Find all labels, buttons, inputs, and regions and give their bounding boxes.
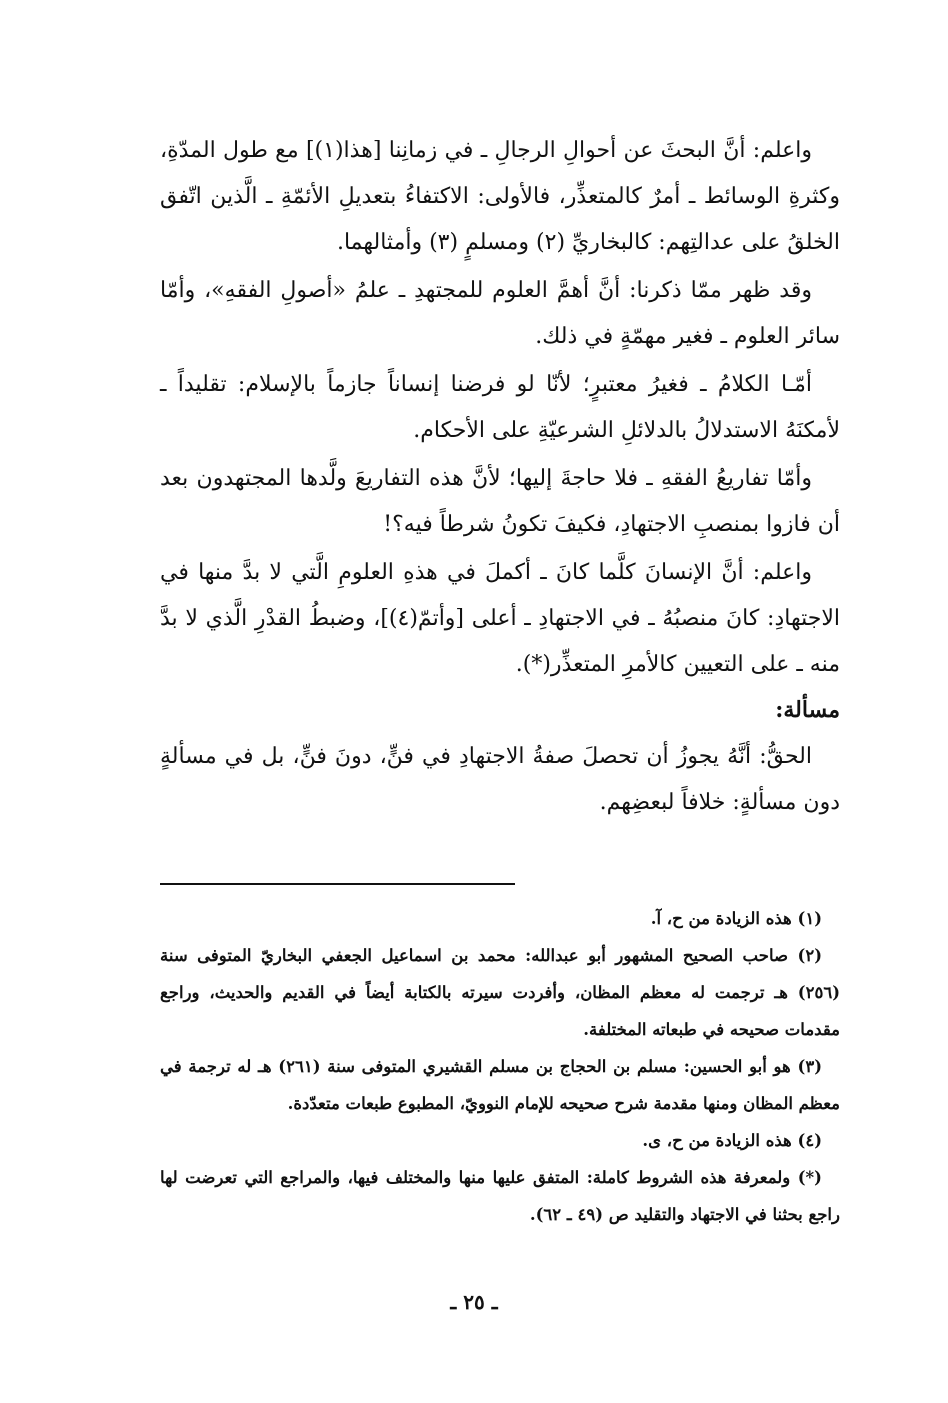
paragraph-1: واعلم: أنَّ البحثَ عن أحوالِ الرجالِ ـ في زمانِنا [هذا(١)] مع طول المدّةِ، وكثرةِ الوسائط ـ أمرٌ كالمتعذِّر، فالأولى: الاكتفاءُ بتعديلِ الأئمّةِ ـ الَّذين اتّفق الخلقُ على عدالتِهم: كالبخاريِّ (٢) ومسلمٍ (٣) وأمثالهما. (160, 138, 840, 255)
paragraph-5: واعلم: أنَّ الإنسانَ كلَّما كانَ ـ أكملَ في هذهِ العلومِ الَّتي لا بدَّ منها في الاجتهادِ: كانَ منصبُهُ ـ في الاجتهادِ ـ أعلى [وأتمّ(٤)]، وضبطُ القدْرِ الَّذي لا بدَّ منه ـ على التعيين كالأمرِ المتعذِّر(*). (160, 560, 840, 677)
paragraph-4: وأمّا تفاريعُ الفقهِ ـ فلا حاجةَ إليها؛ لأنَّ هذه التفاريعَ ولَّدها المجتهدون بعد أن فازوا بمنصبِ الاجتهادِ، فكيفَ تكونُ شرطاً فيه؟! (160, 466, 840, 537)
main-text (160, 128, 840, 828)
footnote-5: (*) ولمعرفة هذه الشروط كاملة: المتفق عليها منها والمختلف فيها، والمراجع التي تعرضت لها راجع بحثنا في الاجتهاد والتقليد ص (٤٩ ـ ٦٢). (160, 1168, 840, 1224)
footnote-1: (١) هذه الزيادة من ح، آ. (650, 909, 822, 928)
paragraph-3: أمّـا الكلامُ ـ فغيرُ معتبرٍ؛ لأنّا لو فرضنا إنساناً جازماً بالإسلام: تقليداً ـ لأمكنَهُ الاستدلالُ بالدلائلِ الشرعيّةِ على الأحكام. (160, 372, 840, 443)
page-number: ـ ٢٥ ـ (450, 1290, 498, 1314)
footnote-3: (٣) هو أبو الحسين: مسلم بن الحجاج بن مسلم القشيري المتوفى سنة (٢٦١) هـ له ترجمة في معظم المظان ومنها مقدمة شرح صحيحه للإمام النوويّ، المطبوع طبعات متعدّدة. (160, 1057, 840, 1113)
section-heading: مسألة: (775, 697, 840, 723)
paragraph-6: الحقُّ: أنَّهُ يجوزُ أن تحصلَ صفةُ الاجتهادِ في فنٍّ، دونَ فنٍّ، بل في مسألةٍ دون مسألةٍ: خلافاً لبعضِهم. (160, 744, 840, 815)
footnote-4: (٤) هذه الزيادة من ح، ى. (642, 1131, 822, 1150)
footnotes (160, 900, 840, 1233)
footnote-2: (٢) صاحب الصحيح المشهور أبو عبدالله: محمد بن اسماعيل الجعفي البخاريّ المتوفى سنة (٢٥٦) هـ ترجمت له معظم المظان، وأفردت سيرته بالكتابة أيضاً في القديم والحديث، وراجع مقدمات صحيحه في طبعاته المختلفة. (160, 946, 840, 1039)
paragraph-2: وقد ظهر ممّا ذكرنا: أنَّ أهمَّ العلوم للمجتهدِ ـ علمُ «أصولِ الفقهِ»، وأمّا سائر العلوم ـ فغير مهمّةٍ في ذلك. (160, 278, 840, 349)
footnote-separator (160, 883, 515, 885)
